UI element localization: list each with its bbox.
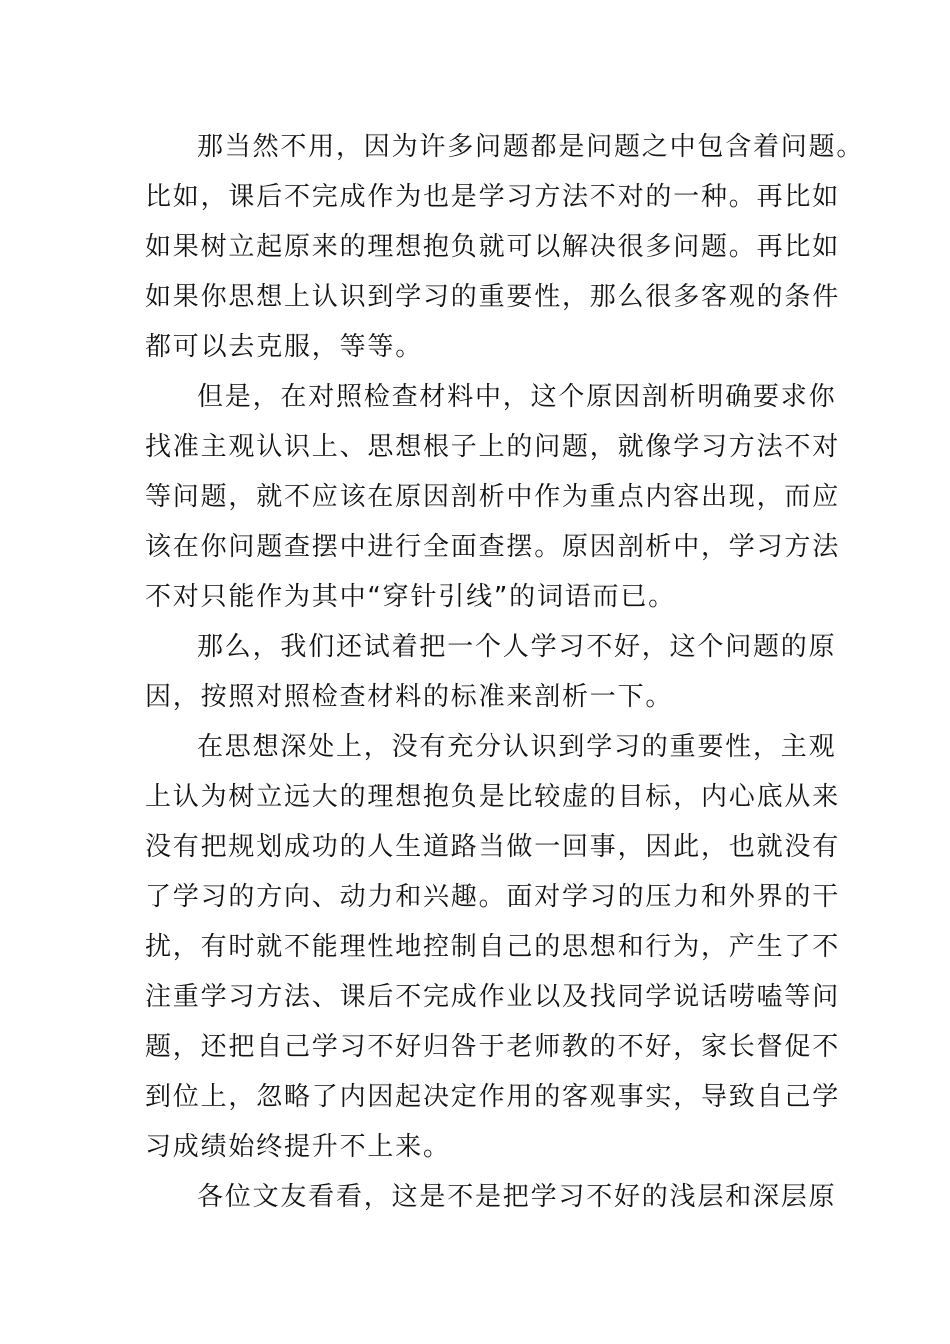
paragraph-line: 习成绩始终提升不上来。 xyxy=(145,1132,451,1162)
paragraph-line: 但是，在对照检查材料中，这个原因剖析明确要求你 xyxy=(197,382,837,412)
paragraph-line: 题，还把自己学习不好归咎于老师教的不好，家长督促不 xyxy=(145,1032,841,1062)
paragraph-line: 那当然不用，因为许多问题都是问题之中包含着问题。 xyxy=(197,132,865,162)
paragraph-3 xyxy=(145,622,837,722)
paragraph-line: 注重学习方法、课后不完成作业以及找同学说话唠嗑等问 xyxy=(145,982,841,1012)
paragraph-line: 该在你问题查摆中进行全面查摆。原因剖析中，学习方法 xyxy=(145,532,841,562)
paragraph-line: 找准主观认识上、思想根子上的问题，就像学习方法不对 xyxy=(145,432,841,462)
paragraph-line: 如果你思想上认识到学习的重要性，那么很多客观的条件 xyxy=(145,282,841,312)
paragraph-line: 各位文友看看，这是不是把学习不好的浅层和深层原 xyxy=(197,1182,837,1212)
paragraph-line: 上认为树立远大的理想抱负是比较虚的目标，内心底从来 xyxy=(145,782,841,812)
paragraph-1 xyxy=(145,122,865,372)
paragraph-4 xyxy=(145,722,841,1172)
paragraph-line: 那么，我们还试着把一个人学习不好，这个问题的原 xyxy=(197,632,837,662)
paragraph-line: 到位上，忽略了内因起决定作用的客观事实，导致自己学 xyxy=(145,1082,841,1112)
paragraph-line: 比如，课后不完成作为也是学习方法不对的一种。再比如 xyxy=(145,182,841,212)
paragraph-line: 都可以去克服，等等。 xyxy=(145,332,424,362)
paragraph-line: 如果树立起原来的理想抱负就可以解决很多问题。再比如 xyxy=(145,232,841,262)
paragraph-2 xyxy=(145,372,841,622)
document-body xyxy=(145,122,865,1222)
paragraph-line: 了学习的方向、动力和兴趣。面对学习的压力和外界的干 xyxy=(145,882,841,912)
paragraph-line: 没有把规划成功的人生道路当做一回事，因此，也就没有 xyxy=(145,832,841,862)
paragraph-line: 因，按照对照检查材料的标准来剖析一下。 xyxy=(145,682,674,712)
paragraph-line: 在思想深处上，没有充分认识到学习的重要性，主观 xyxy=(197,732,837,762)
paragraph-5 xyxy=(145,1172,837,1222)
paragraph-line: 扰，有时就不能理性地控制自己的思想和行为，产生了不 xyxy=(145,932,841,962)
paragraph-line: 不对只能作为其中“穿针引线”的词语而已。 xyxy=(145,582,676,612)
paragraph-line: 等问题，就不应该在原因剖析中作为重点内容出现，而应 xyxy=(145,482,841,512)
